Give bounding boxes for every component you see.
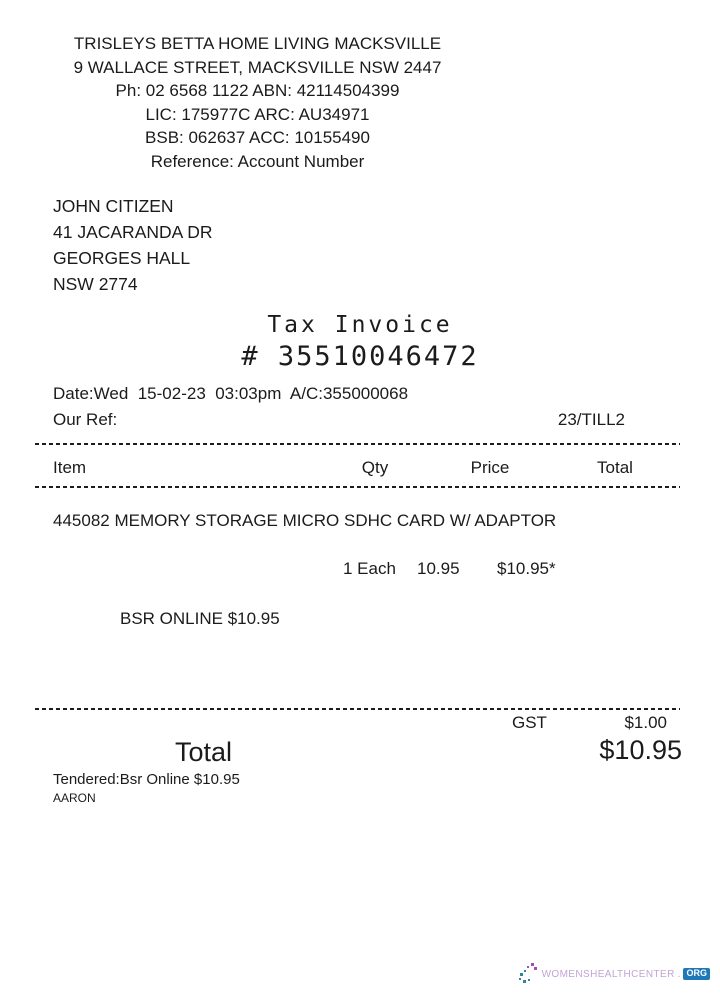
customer-state-postcode: NSW 2774	[53, 274, 138, 294]
customer-name: JOHN CITIZEN	[53, 196, 174, 216]
store-address: 9 WALLACE STREET, MACKSVILLE NSW 2447	[73, 57, 442, 77]
tendered-line: Tendered:Bsr Online $10.95	[53, 771, 240, 788]
operator-name: AARON	[53, 791, 96, 805]
store-phone-abn: Ph: 02 6568 1122 ABN: 42114504399	[115, 81, 400, 100]
watermark	[519, 963, 710, 985]
item-row-price: 10.95	[417, 559, 460, 578]
column-header-total: Total	[597, 458, 633, 477]
gst-value: $1.00	[624, 713, 667, 732]
store-header	[40, 32, 475, 173]
store-name: TRISLEYS BETTA HOME LIVING MACKSVILLE	[73, 34, 442, 53]
our-ref-value: 23/TILL2	[557, 410, 625, 429]
dots-swirl-icon	[519, 963, 539, 985]
watermark-text: WOMENSHEALTHCENTER	[541, 968, 675, 980]
gst-label: GST	[512, 713, 547, 732]
total-value: $10.95	[599, 735, 682, 765]
store-reference: Reference: Account Number	[150, 151, 365, 171]
divider-top	[35, 443, 680, 445]
watermark-org-badge: ORG	[683, 968, 710, 980]
customer-address-block	[53, 193, 213, 297]
invoice-date-line: Date:Wed 15-02-23 03:03pm A/C:355000068	[53, 384, 409, 403]
invoice-title: Tax Invoice	[267, 312, 453, 338]
divider-totals	[35, 708, 680, 710]
invoice-number: # 35510046472	[241, 341, 479, 372]
total-label: Total	[175, 737, 233, 767]
customer-suburb: GEORGES HALL	[53, 248, 191, 268]
our-ref-label: Our Ref:	[53, 410, 118, 429]
item-row-qty: 1 Each	[343, 559, 396, 578]
column-header-price: Price	[470, 458, 510, 477]
item-row-name: 445082 MEMORY STORAGE MICRO SDHC CARD W/ ADAPTOR	[53, 511, 557, 530]
store-lic-arc: LIC: 175977C ARC: AU34971	[145, 104, 370, 124]
column-header-qty: Qty	[361, 458, 389, 477]
customer-street: 41 JACARANDA DR	[53, 222, 213, 242]
item-payment-note: BSR ONLINE $10.95	[120, 609, 280, 628]
column-header-item: Item	[53, 458, 87, 477]
item-row-total: $10.95*	[497, 559, 556, 578]
watermark-separator: .	[677, 968, 681, 980]
store-bsb-acc: BSB: 062637 ACC: 10155490	[145, 128, 370, 147]
divider-header	[35, 486, 680, 488]
